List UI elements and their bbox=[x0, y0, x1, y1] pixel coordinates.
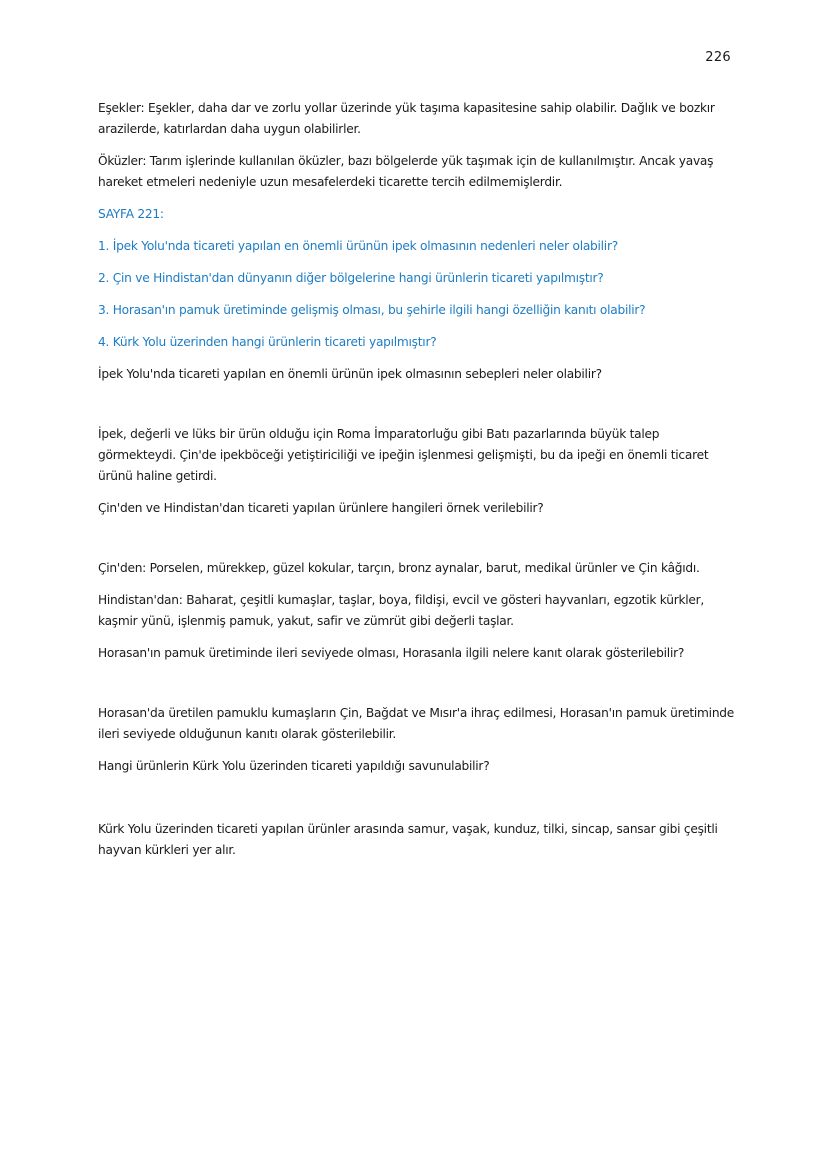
paragraph-esekler: Eşekler: Eşekler, daha dar ve zorlu yollar üzerinde yük taşıma kapasitesine sahip olabilir. Dağlık ve bozkır arazilerde, katırlardan daha uygun olabilirler. bbox=[98, 101, 715, 136]
question-item-4: 4. Kürk Yolu üzerinden hangi ürünlerin ticareti yapılmıştır? bbox=[98, 335, 437, 349]
answer-3: Horasan'da üretilen pamuklu kumaşların Çin, Bağdat ve Mısır'a ihraç edilmesi, Horasan'ın pamuk üretiminde ileri seviyede olduğunun kanıtı olarak gösterilebilir. bbox=[98, 706, 735, 741]
answer-4: Kürk Yolu üzerinden ticareti yapılan ürünler arasında samur, vaşak, kunduz, tilki, sincap, sansar gibi çeşitli hayvan kürkleri yer alır. bbox=[98, 822, 718, 857]
question-item-3: 3. Horasan'ın pamuk üretiminde gelişmiş olması, bu şehirle ilgili hangi özelliğin kanıtı olabilir? bbox=[98, 303, 646, 317]
page-content bbox=[98, 98, 738, 861]
question-4-restated: Hangi ürünlerin Kürk Yolu üzerinden ticareti yapıldığı savunulabilir? bbox=[98, 759, 490, 773]
question-item-2: 2. Çin ve Hindistan'dan dünyanın diğer bölgelerine hangi ürünlerin ticareti yapılmıştır? bbox=[98, 271, 604, 285]
section-heading: SAYFA 221: bbox=[98, 207, 164, 221]
page-number: 226 bbox=[705, 50, 731, 65]
answer-1: İpek, değerli ve lüks bir ürün olduğu için Roma İmparatorluğu gibi Batı pazarlarında büyük talep görmekteydi. Çin'de ipekböceği yetiştiriciliği ve ipeğin işlenmesi gelişmişti, bu da ipeği en önemli ticaret ürünü haline getirdi. bbox=[98, 427, 709, 483]
question-1-restated: İpek Yolu'nda ticareti yapılan en önemli ürünün ipek olmasının sebepleri neler olabilir? bbox=[98, 367, 602, 381]
question-3-restated: Horasan'ın pamuk üretiminde ileri seviyede olması, Horasanla ilgili nelere kanıt olarak gösterilebilir? bbox=[98, 646, 685, 660]
question-2-restated: Çin'den ve Hindistan'dan ticareti yapılan ürünlere hangileri örnek verilebilir? bbox=[98, 501, 544, 515]
answer-2-cin: Çin'den: Porselen, mürekkep, güzel kokular, tarçın, bronz aynalar, barut, medikal ürünler ve Çin kâğıdı. bbox=[98, 561, 700, 575]
answer-2-hindistan: Hindistan'dan: Baharat, çeşitli kumaşlar, taşlar, boya, fildişi, evcil ve gösteri hayvanları, egzotik kürkler, kaşmir yünü, işlenmiş pamuk, yakut, safir ve zümrüt gibi değerli taşlar. bbox=[98, 593, 705, 628]
paragraph-okuzler: Öküzler: Tarım işlerinde kullanılan öküzler, bazı bölgelerde yük taşımak için de kullanılmıştır. Ancak yavaş hareket etmeleri nedeniyle uzun mesafelerdeki ticarette tercih edilmemişlerdir. bbox=[98, 154, 714, 189]
question-item-1: 1. İpek Yolu'nda ticareti yapılan en önemli ürünün ipek olmasının nedenleri neler olabilir? bbox=[98, 239, 618, 253]
